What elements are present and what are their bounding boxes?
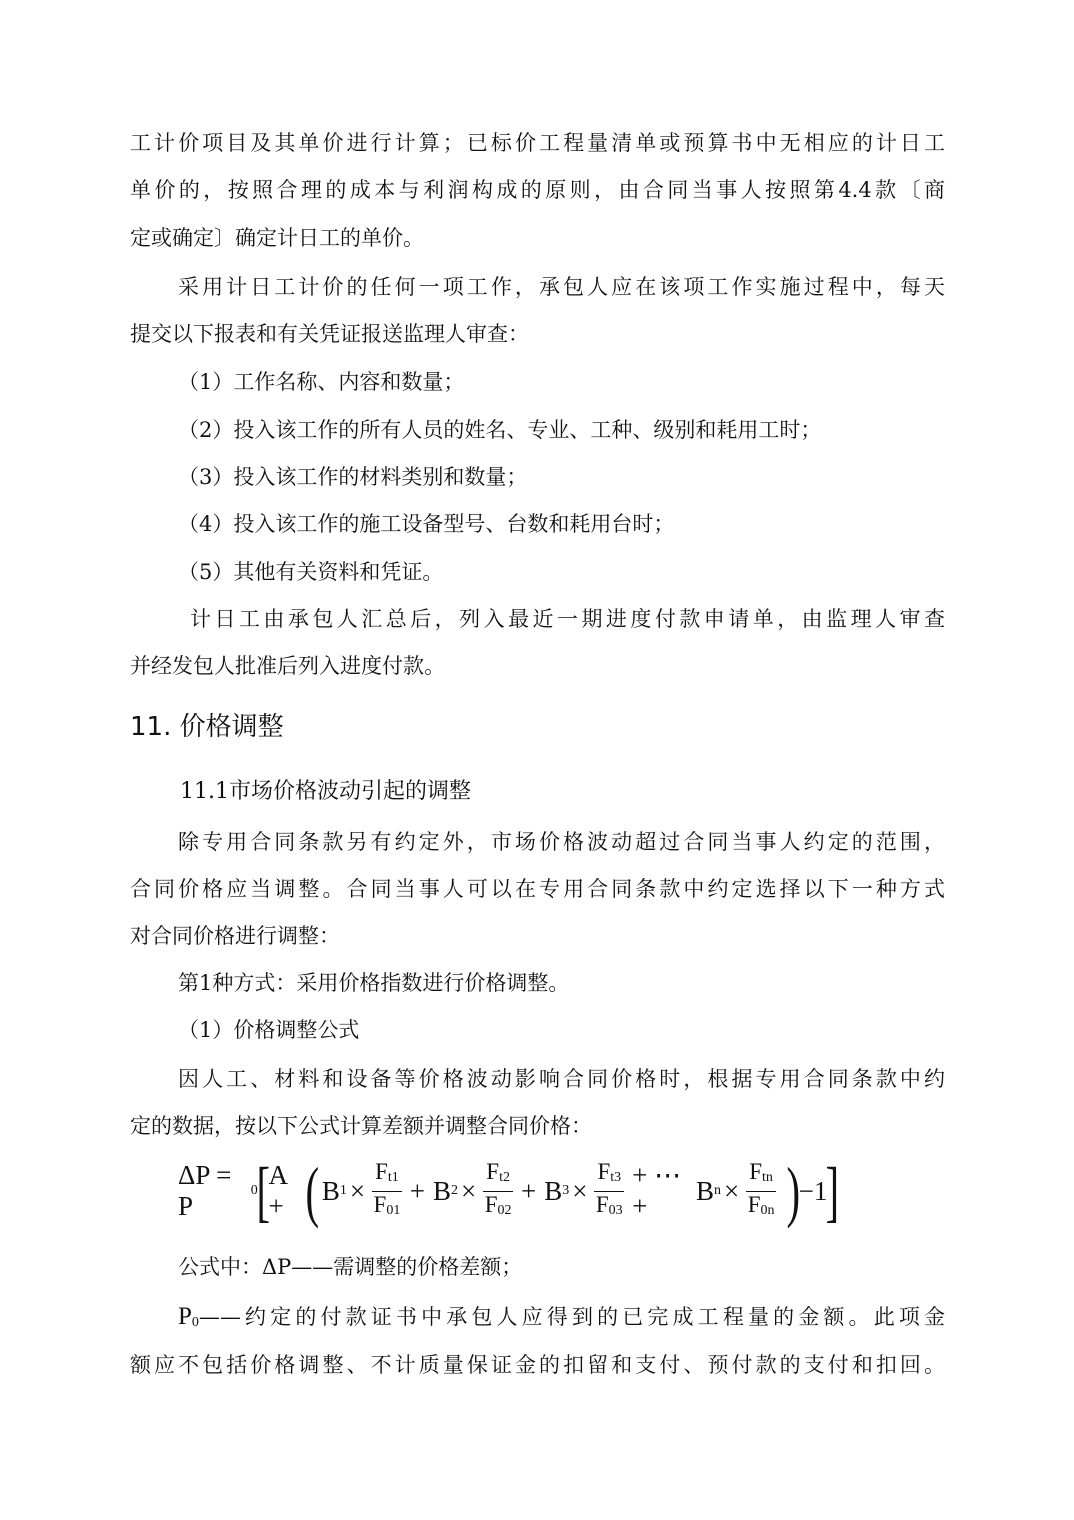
- text-line: （1）价格调整公式: [178, 1018, 360, 1042]
- left-paren: (: [305, 1153, 320, 1229]
- formula-tail: −1: [798, 1175, 828, 1206]
- text-line: 并经发包人批准后列入进度付款。: [130, 654, 445, 678]
- formula-sub: 0: [250, 1183, 258, 1198]
- text-line: 定或确定〕确定计日工的单价。: [130, 226, 424, 250]
- text-line: 第1种方式：采用价格指数进行价格调整。: [178, 971, 570, 995]
- text-line: 工计价项目及其单价进行计算；已标价工程量清单或预算书中无相应的计日工: [130, 131, 945, 155]
- list-item: （3）投入该工作的材料类别和数量；: [178, 465, 528, 489]
- text-line: 提交以下报表和有关凭证报送监理人审查：: [130, 322, 529, 346]
- text-line: 额应不包括价格调整、不计质量保证金的扣留和支付、预付款的支付和扣回。: [130, 1353, 945, 1377]
- formula-term: B n × $\frac{F_{tn}}{F_{0n}}$: [692, 1159, 788, 1224]
- left-bracket: [: [256, 1153, 270, 1229]
- text-line: 公式中：ΔP——需调整的价格差额；: [178, 1255, 523, 1279]
- fraction: $\frac{F_{tn}}{F_{0n}}$: [747, 1158, 775, 1218]
- formula-term: B 1 × $\frac{F_{t1}}{F_{01}}$ +: [318, 1159, 429, 1224]
- text-line: 计日工由承包人汇总后，列入最近一期进度付款申请单，由监理人审查: [190, 607, 945, 631]
- text-line: 采用计日工计价的任何一项工作，承包人应在该项工作实施过程中，每天: [178, 275, 945, 299]
- list-item: （5）其他有关资料和凭证。: [178, 560, 444, 584]
- price-adjustment-formula: [178, 1150, 838, 1232]
- list-item: （4）投入该工作的施工设备型号、台数和耗用台时；: [178, 512, 675, 536]
- fraction: $\frac{F_{t1}}{F_{01}}$: [373, 1158, 401, 1218]
- formula-term: B 3 × $\frac{F_{t3}}{F_{03}}$ + ⋯ +: [540, 1159, 692, 1224]
- subsection-heading: 11.1市场价格波动引起的调整: [180, 779, 471, 804]
- right-paren: ): [786, 1153, 801, 1229]
- list-item: （1）工作名称、内容和数量；: [178, 370, 465, 394]
- text-line: 单价的，按照合理的成本与利润构成的原则，由合同当事人按照第4.4款〔商: [130, 178, 945, 202]
- p0-symbol: $P_0$: [178, 1303, 199, 1330]
- text-line: 除专用合同条款另有约定外，市场价格波动超过合同当事人约定的范围，: [178, 830, 945, 854]
- list-item: （2）投入该工作的所有人员的姓名、专业、工种、级别和耗用工时；: [178, 418, 822, 442]
- formula-lhs: ΔP = P: [178, 1160, 232, 1221]
- formula-terms: [318, 1159, 788, 1224]
- text-line: 定的数据，按以下公式计算差额并调整合同价格：: [130, 1114, 592, 1138]
- text-line: 因人工、材料和设备等价格波动影响合同价格时，根据专用合同条款中约: [178, 1067, 945, 1091]
- section-heading: 11. 价格调整: [130, 712, 284, 742]
- text-line: 合同价格应当调整。合同当事人可以在专用合同条款中约定选择以下一种方式: [130, 877, 945, 901]
- formula-a: A +: [268, 1160, 287, 1221]
- fraction: $\frac{F_{t3}}{F_{03}}$: [595, 1158, 623, 1218]
- fraction: $\frac{F_{t2}}{F_{02}}$: [484, 1158, 512, 1218]
- formula-term: B 2 × $\frac{F_{t2}}{F_{02}}$ +: [429, 1159, 540, 1224]
- text-line: $P_0——$约定的付款证书中承包人应得到的已完成工程量的金额。此项金: [178, 1303, 945, 1330]
- right-bracket: ]: [825, 1153, 840, 1229]
- text-line: 对合同价格进行调整：: [130, 924, 340, 948]
